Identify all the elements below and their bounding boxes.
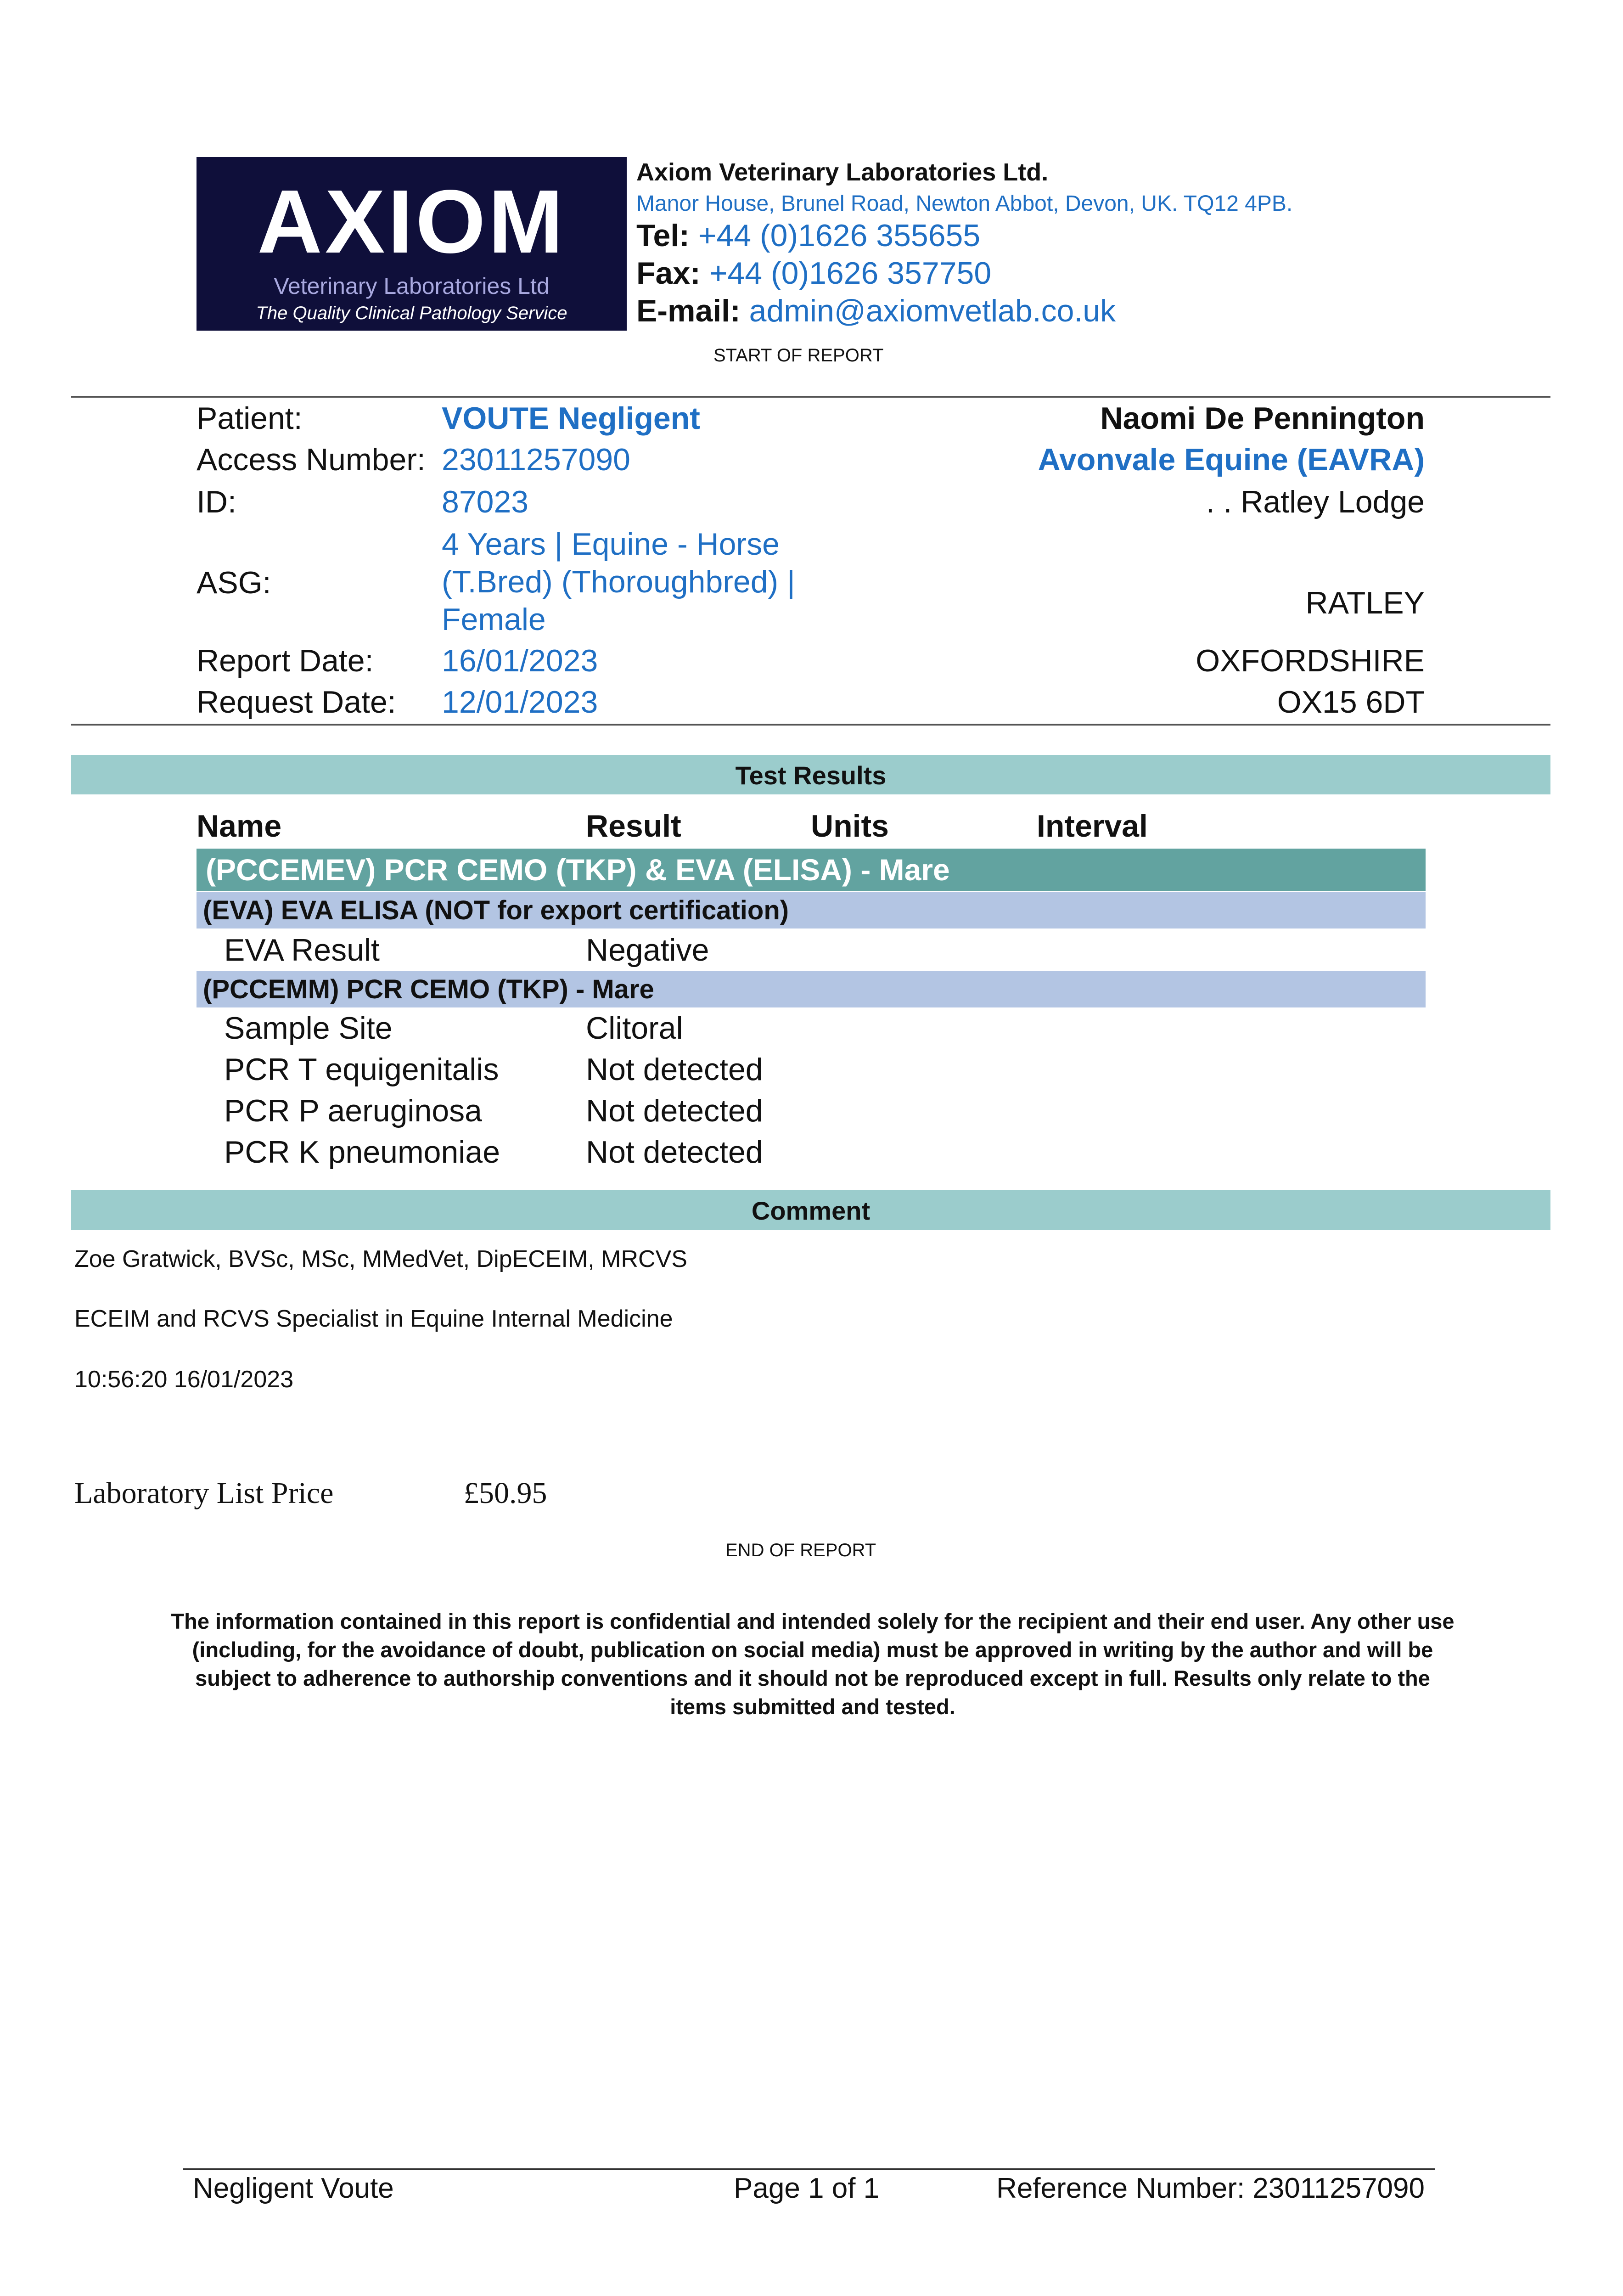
divider-patient: [71, 724, 1550, 726]
eva-result-value: Negative: [586, 933, 709, 968]
subpanel-pcr-title: (PCCEMM) PCR CEMO (TKP) - Mare: [203, 974, 654, 1004]
footer-rule: [183, 2168, 1435, 2170]
footer-reference: Reference Number: 23011257090: [996, 2172, 1425, 2204]
panel-header: [197, 849, 1426, 891]
sample-site-value: Clitoral: [586, 1011, 683, 1046]
tel-value: +44 (0)1626 355655: [698, 218, 981, 253]
lab-fax: [636, 255, 991, 291]
client-address-3: OXFORDSHIRE: [1196, 643, 1425, 678]
patient-label: Patient:: [197, 401, 303, 436]
subpanel-eva-title: (EVA) EVA ELISA (NOT for export certification): [203, 895, 789, 925]
disclaimer-line-3: subject to adherence to authorship conventions and it should not be reproduced except in full. Results only relate to the: [195, 1666, 1430, 1690]
price-value: £50.95: [464, 1476, 547, 1510]
subpanel-eva: [197, 892, 1426, 929]
disclaimer-line-1: The information contained in this report is confidential and intended solely for the recipient and their end user. Any other use: [171, 1609, 1455, 1633]
request-date: 12/01/2023: [442, 685, 598, 720]
logo-subtitle: Veterinary Laboratories Ltd: [274, 273, 550, 299]
comment-specialty: ECEIM and RCVS Specialist in Equine Internal Medicine: [74, 1306, 673, 1332]
disclaimer-line-2: (including, for the avoidance of doubt, publication on social media) must be approved in writing by the author and will be: [192, 1638, 1433, 1662]
end-of-report: END OF REPORT: [725, 1540, 876, 1560]
asg-line-3: Female: [442, 602, 546, 637]
lab-email: [636, 293, 1116, 329]
comment-header: Comment: [71, 1190, 1550, 1230]
lab-address: Manor House, Brunel Road, Newton Abbot, Devon, UK. TQ12 4PB.: [636, 191, 1293, 216]
col-interval: Interval: [1037, 809, 1148, 844]
id-label: ID:: [197, 484, 236, 519]
comment-author: Zoe Gratwick, BVSc, MSc, MMedVet, DipECEIM, MRCVS: [74, 1246, 687, 1272]
client-address-2: RATLEY: [1305, 585, 1425, 620]
logo-title: AXIOM: [257, 171, 566, 272]
col-units: Units: [811, 809, 889, 844]
footer-page: Page 1 of 1: [734, 2172, 880, 2204]
email-value[interactable]: admin@axiomvetlab.co.uk: [749, 293, 1116, 328]
client-address-4: OX15 6DT: [1277, 685, 1425, 720]
asg-line-1: 4 Years | Equine - Horse: [442, 527, 780, 562]
sample-site-name: Sample Site: [224, 1011, 393, 1046]
footer-patient: Negligent Voute: [193, 2172, 394, 2204]
client-address-1: . . Ratley Lodge: [1206, 484, 1425, 519]
report-date-label: Report Date:: [197, 643, 374, 678]
pcr-p-name: PCR P aeruginosa: [224, 1093, 482, 1128]
disclaimer-line-4: items submitted and tested.: [670, 1694, 955, 1719]
patient-name: VOUTE Negligent: [442, 401, 700, 436]
eva-result-name: EVA Result: [224, 933, 380, 968]
report-date: 16/01/2023: [442, 643, 598, 678]
start-of-report: START OF REPORT: [713, 345, 884, 366]
pcr-p-value: Not detected: [586, 1093, 763, 1128]
col-name: Name: [197, 809, 282, 844]
email-label: E-mail:: [636, 293, 741, 328]
lab-name: Axiom Veterinary Laboratories Ltd.: [636, 158, 1049, 186]
price-label: Laboratory List Price: [74, 1476, 334, 1510]
pcr-t-name: PCR T equigenitalis: [224, 1052, 499, 1087]
access-label: Access Number:: [197, 442, 426, 477]
asg-label: ASG:: [197, 565, 271, 600]
request-date-label: Request Date:: [197, 685, 396, 720]
pcr-k-name: PCR K pneumoniae: [224, 1135, 500, 1170]
logo-tagline: The Quality Clinical Pathology Service: [256, 303, 567, 323]
practice-name: Avonvale Equine (EAVRA): [1038, 442, 1425, 477]
comment-timestamp: 10:56:20 16/01/2023: [74, 1366, 294, 1393]
client-name: Naomi De Pennington: [1100, 401, 1425, 436]
pcr-k-value: Not detected: [586, 1135, 763, 1170]
id-value: 87023: [442, 484, 529, 519]
divider-top: [71, 396, 1550, 398]
asg-line-2: (T.Bred) (Thoroughbred) |: [442, 564, 795, 599]
subpanel-pcr: [197, 971, 1426, 1007]
fax-label: Fax:: [636, 256, 701, 291]
access-number: 23011257090: [442, 442, 630, 477]
panel-title: (PCCEMEV) PCR CEMO (TKP) & EVA (ELISA) - Mare: [206, 853, 950, 887]
tel-label: Tel:: [636, 218, 690, 253]
fax-value: +44 (0)1626 357750: [709, 256, 992, 291]
col-result: Result: [586, 809, 681, 844]
disclaimer: [73, 1607, 1552, 1721]
lab-tel: [636, 218, 980, 253]
pcr-t-value: Not detected: [586, 1052, 763, 1087]
test-results-header: Test Results: [71, 755, 1550, 794]
axiom-logo: [197, 157, 627, 331]
